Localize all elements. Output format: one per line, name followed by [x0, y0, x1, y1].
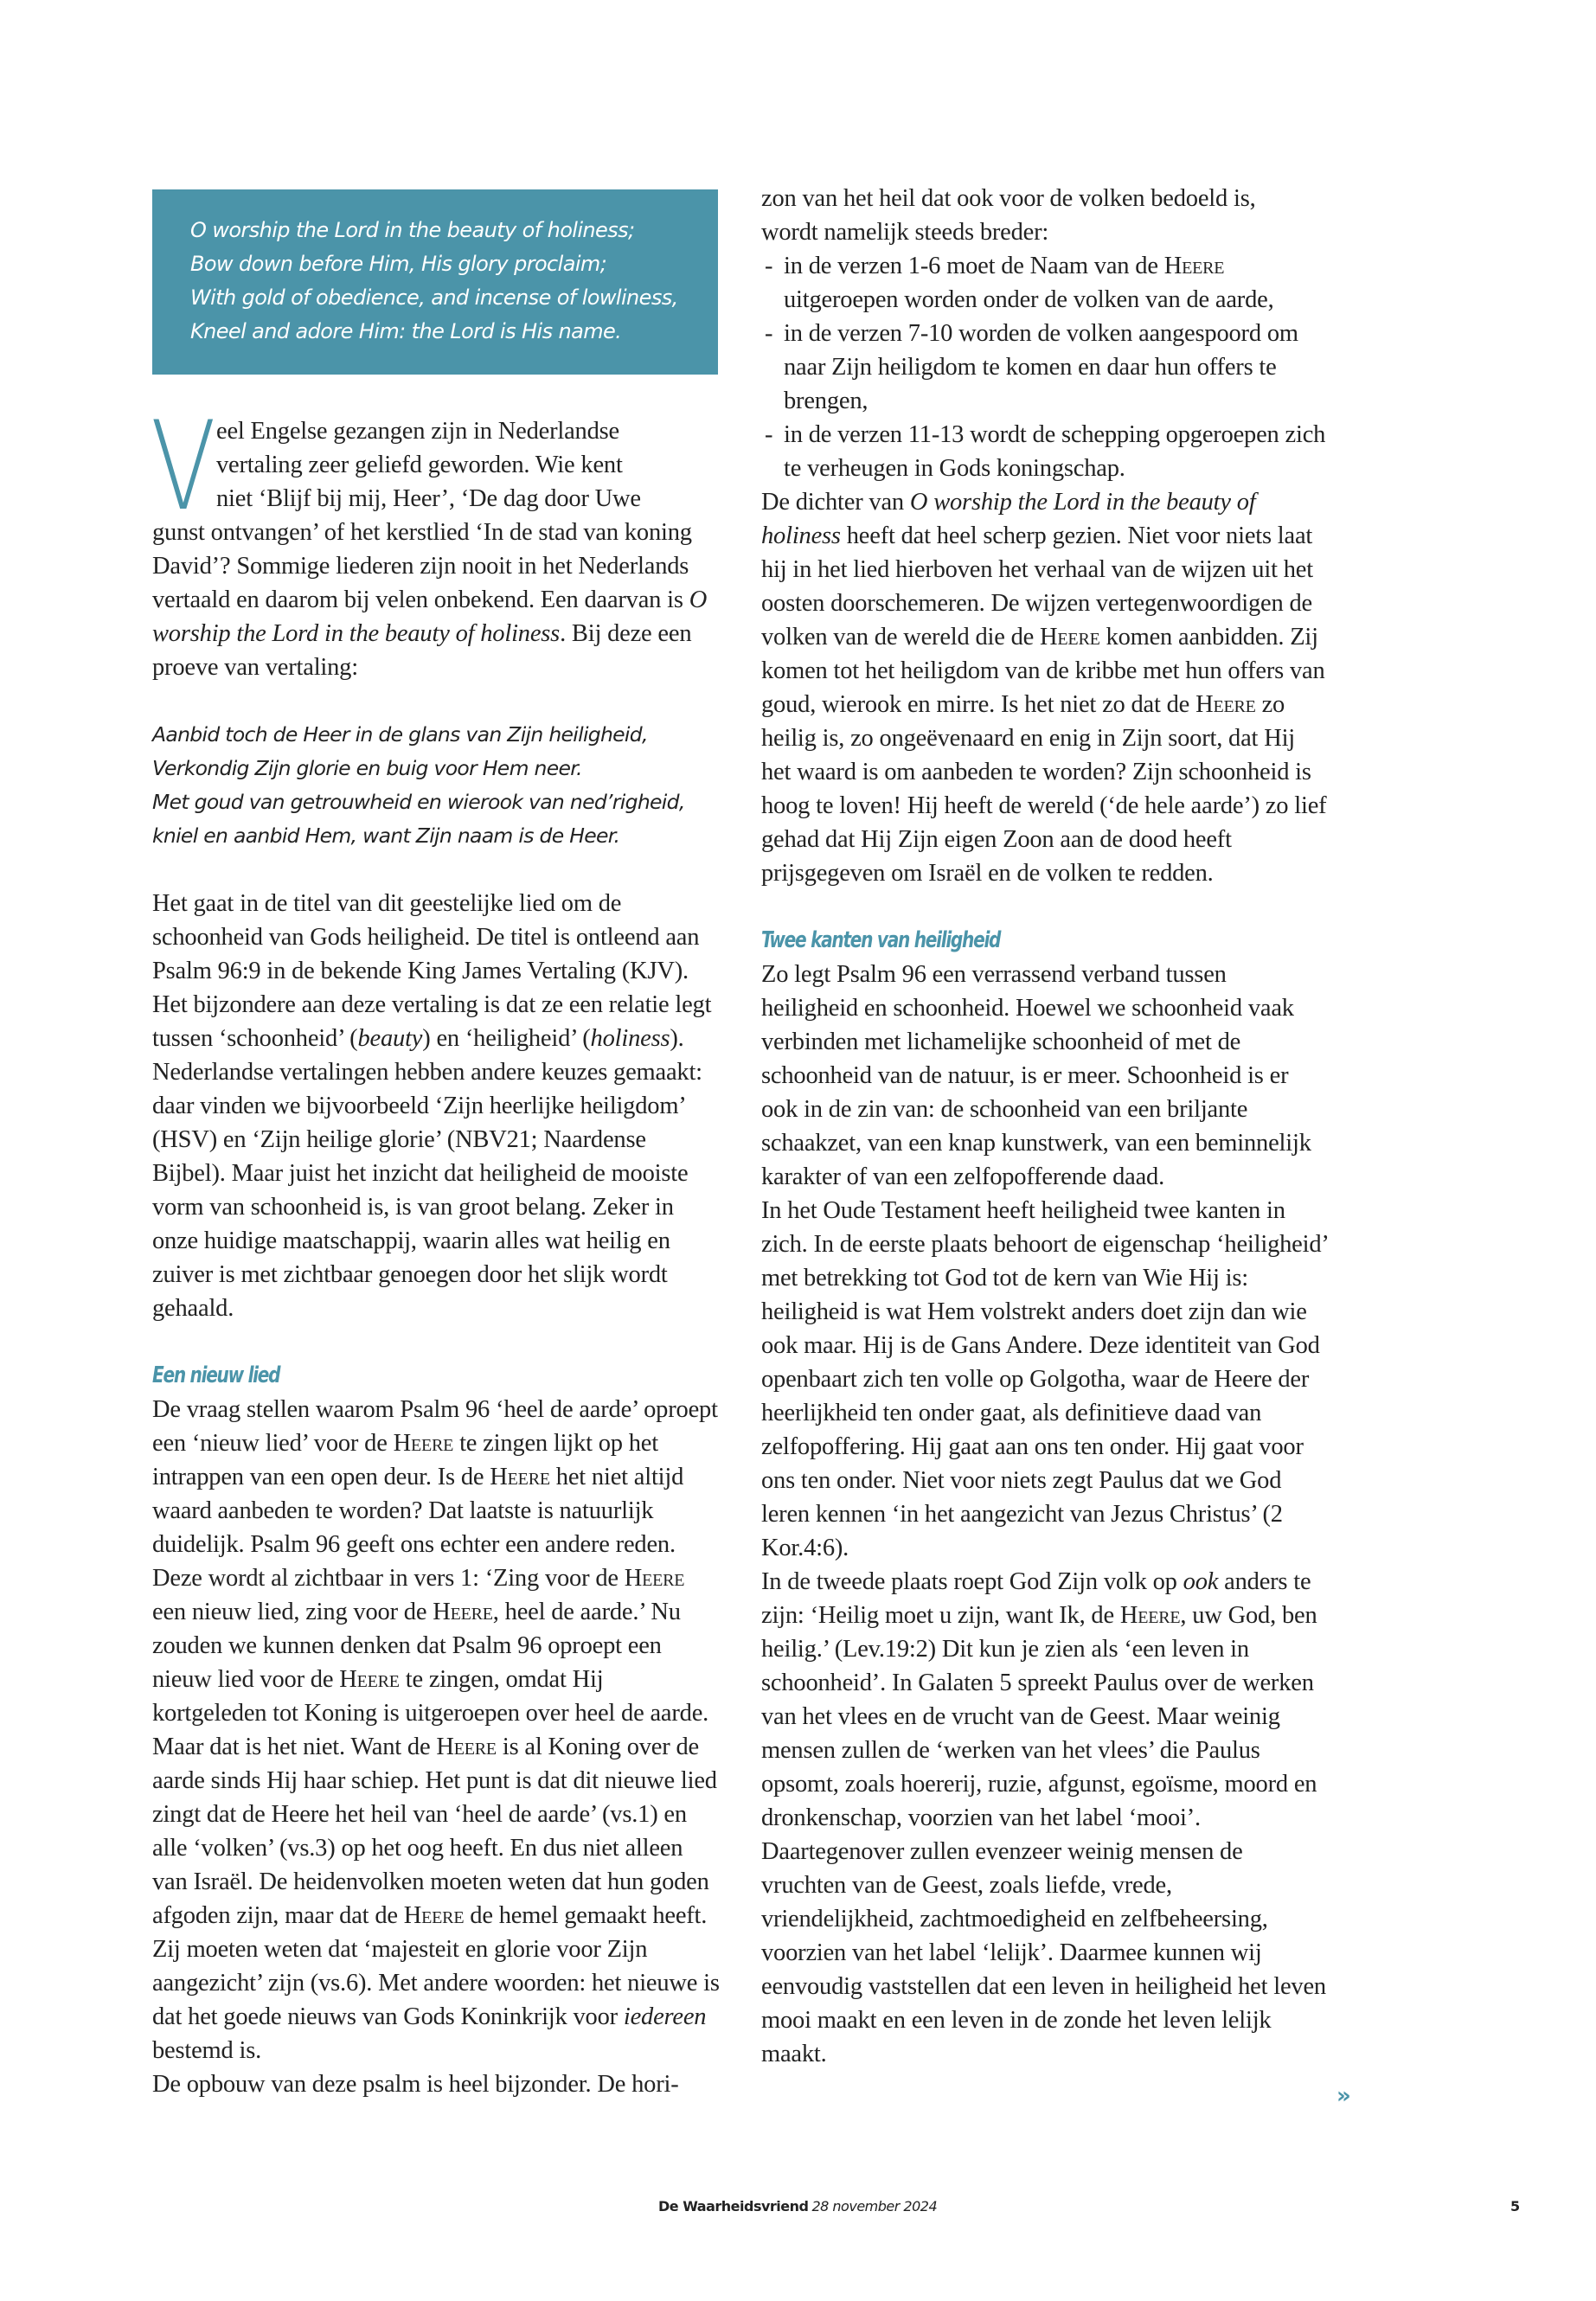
hymn-title: O worship the Lord in the beauty of holiness: [152, 586, 708, 647]
structure-paragraph-cont: wordt namelijk steeds breder:: [761, 219, 1049, 246]
poem-line: Verkondig Zijn glorie en buig voor Hem neer.: [152, 756, 582, 780]
quote-line: With gold of obedience, and incense of lowliness,: [190, 285, 678, 310]
hymn-title: O worship the Lord in the beauty of holiness: [761, 489, 1256, 549]
section2-paragraph-2: In het Oude Testament heeft heiligheid twee kanten in zich. In de eerste plaats behoort de eigenschap ‘heiligheid’ met betrekking tot God tot de kern van Wie Hij is: heiligheid is wat Hem volstrekt anders doet zijn dan wie ook maar. Hij is de Gans Andere. Deze identiteit van God openbaart zich ten volle op Golgotha, waar de Heere der heerlijkheid ten onder gaat, als definitieve daad van zelfopoffering. Hij gaat aan ons ten onder. Hij gaat voor ons ten onder. Niet voor niets zegt Paulus dat we God leren kennen ‘in het aangezicht van Jezus Christus’ (2 Kor.4:6).: [761, 1197, 1328, 1561]
text: is al Koning over de aarde sinds Hij haar schiep. Het punt is dat dit nieuwe lied zingt dat de Heere het heil van ‘heel de aarde’ (vs.1) en alle ‘volken’ (vs.3) op het oog heeft. En dus niet alleen van Israël. De heidenvolken moeten weten dat hun goden afgoden zijn, maar dat de: [152, 1734, 717, 1929]
intro-line: vertaling zeer geliefd geworden. Wie kent: [216, 452, 623, 478]
italic-term: iedereen: [623, 2003, 707, 2030]
quote-line: Bow down before Him, His glory proclaim;: [190, 252, 607, 276]
intro-text-end: . Bij deze een proeve van vertaling:: [152, 620, 692, 681]
list-item: [761, 418, 1329, 485]
heere-smallcaps: Heere: [1163, 253, 1225, 279]
right-column: [761, 182, 1329, 2071]
left-column: [152, 182, 720, 2101]
structure-paragraph-start: De opbouw van deze psalm is heel bijzonder. De hori-: [152, 2071, 679, 2098]
text: komen aanbidden. Zij komen tot het heiligdom van de kribbe met hun offers van goud, wierook en mirre. Is het niet zo dat de: [761, 624, 1325, 718]
hymn-quote-box: [152, 189, 718, 375]
quote-line: Kneel and adore Him: the Lord is His name.: [190, 319, 622, 343]
heere-smallcaps: Heere: [339, 1666, 400, 1693]
text: zo heilig is, zo ongeëvenaard en enig in Zijn soort, dat Hij het waard is om aanbeden te worden? Zijn schoonheid is hoog te loven! Hij heeft de wereld (‘de hele aarde’) zo lief gehad dat Hij Zijn eigen Zoon aan de dood heeft prijsgegeven om Israël en de volken te redden.: [761, 691, 1327, 887]
text: anders te zijn: ‘Heilig moet u zijn, want Ik, de: [761, 1568, 1311, 1629]
text: de hemel gemaakt heeft. Zij moeten weten dat ‘majesteit en glorie voor Zijn aangezicht’ zijn (vs.6). Met andere woorden: het nieuwe is dat het goede nieuws van Gods Koninkrijk voor: [152, 1902, 720, 2030]
text: heeft dat heel scherp gezien. Niet voor niets laat hij in het lied hierboven het verhaal van de wijzen uit het oosten doorschemeren. De wijzen vertegenwoordigen de volken van de wereld die de: [761, 522, 1313, 651]
text: In de tweede plaats roept God Zijn volk op: [761, 1568, 1183, 1595]
publication-name: De Waarheidsvriend: [658, 2198, 809, 2214]
page-footer: [0, 2198, 1596, 2224]
text: in de verzen 11-13 wordt de schepping opgeroepen zich te verheugen in Gods koningschap.: [784, 421, 1326, 482]
text: , heel de aarde.’ Nu zouden we kunnen denken dat Psalm 96 oproept een nieuw lied voor de: [152, 1599, 681, 1693]
section1-paragraph: [152, 1393, 720, 2067]
dash-bullet: -: [765, 253, 773, 279]
text: Het gaat in de titel van dit geestelijke lied om de schoonheid van Gods heiligheid. De titel is ontleend aan Psalm 96:9 in de bekende King James Vertaling (KJV). Het bijzondere aan deze vertaling is dat ze een relatie legt tussen ‘schoonheid’ (: [152, 890, 712, 1052]
heere-smallcaps: Heere: [436, 1734, 497, 1760]
intro-paragraph: [151, 395, 720, 684]
list-item: [761, 317, 1329, 418]
drop-cap: V: [151, 395, 216, 538]
translation-poem: [152, 718, 720, 853]
text: een nieuw lied, zing voor de: [152, 1599, 433, 1625]
heere-smallcaps: Heere: [393, 1430, 454, 1457]
section2-paragraph-3: [761, 1565, 1329, 2071]
dash-bullet: -: [765, 421, 773, 448]
quote-line: O worship the Lord in the beauty of holiness;: [190, 218, 635, 242]
section-heading-een-nieuw-lied: Een nieuw lied: [152, 1362, 280, 1388]
dash-bullet: -: [765, 320, 773, 347]
section2-paragraph-1: Zo legt Psalm 96 een verrassend verband tussen heiligheid en schoonheid. Hoewel we schoonheid vaak verbinden met lichamelijke schoonheid of met de schoonheid van de natuur, is er meer. Schoonheid is er ook in de zin van: de schoonheid van een briljante schaakzet, van een knap kunstwerk, van een beminnelijk karakter of van een zelfopofferende daad.: [761, 961, 1311, 1190]
text: in de verzen 7-10 worden de volken aangespoord om naar Zijn heiligdom te komen en daar hun offers te brengen,: [784, 320, 1298, 414]
psalm-structure-list: [761, 249, 1329, 485]
text: , uw God, ben heilig.’ (Lev.19:2) Dit kun je zien als ‘een leven in schoonheid’. In Galaten 5 spreekt Paulus over de werken van het vlees en de vrucht van de Geest. Maar weinig mensen zullen de ‘werken van het vlees’ die Paulus opsomt, zoals hoererij, ruzie, afgunst, egoïsme, moord en dronkenschap, voorzien van het label ‘mooi’. Daartegenover zullen evenzeer weinig mensen de vruchten van de Geest, zoals liefde, vrede, vriendelijkheid, zachtmoedigheid en zelfbeheersing, voorzien van het label ‘lelijk’. Daarmee kunnen wij eenvoudig vaststellen dat een leven in heiligheid het leven mooi maakt en een leven in de zonde het leven lelijk maakt.: [761, 1602, 1326, 2067]
italic-term: beauty: [357, 1025, 423, 1052]
structure-paragraph-cont: zon van het heil dat ook voor de volken bedoeld is,: [761, 185, 1256, 212]
text: uitgeroepen worden onder de volken van de aarde,: [784, 286, 1274, 313]
text: ) en ‘heiligheid’ (: [422, 1025, 591, 1052]
publication-date: 28 november 2024: [811, 2198, 938, 2214]
italic-term: ook: [1183, 1568, 1219, 1595]
intro-rest: [152, 516, 720, 684]
heere-smallcaps: Heere: [1040, 624, 1100, 651]
publication-info: [658, 2198, 937, 2214]
text: te zingen lijkt op het intrappen van een open deur. Is de: [152, 1430, 658, 1490]
text: De vraag stellen waarom Psalm 96 ‘heel de aarde’ oproept een ‘nieuw lied’ voor de: [152, 1396, 718, 1457]
heere-smallcaps: Heere: [403, 1902, 465, 1929]
heere-smallcaps: Heere: [1119, 1602, 1181, 1629]
poem-line: kniel en aanbid Hem, want Zijn naam is de Heer.: [152, 824, 620, 848]
title-paragraph: [152, 887, 720, 1325]
page-number: 5: [1510, 2198, 1521, 2214]
heere-smallcaps: Heere: [433, 1599, 493, 1625]
text: bestemd is.: [152, 2037, 262, 2064]
section-heading-twee-kanten: Twee kanten van heiligheid: [761, 927, 1001, 953]
heere-smallcaps: Heere: [1195, 691, 1256, 718]
intro-line: eel Engelse gezangen zijn in Nederlandse: [216, 418, 619, 445]
poet-paragraph: [761, 485, 1329, 890]
italic-term: holiness: [590, 1025, 670, 1052]
list-item: [761, 249, 1329, 317]
heere-smallcaps: Heere: [624, 1565, 685, 1592]
text: De dichter van: [761, 489, 910, 516]
continue-arrow-icon: »: [1336, 2083, 1351, 2109]
heere-smallcaps: Heere: [490, 1464, 550, 1490]
text: het niet altijd waard aanbeden te worden? Dat laatste is natuurlijk duidelijk. Psalm 96 geeft ons echter een andere reden. Deze wordt al zichtbaar in vers 1: ‘Zing voor de: [152, 1464, 684, 1592]
intro-line: niet ‘Blijf bij mij, Heer’, ‘De dag door Uwe: [216, 485, 641, 512]
intro-text: gunst ontvangen’ of het kerstlied ‘In de stad van koning David’? Sommige liederen zijn nooit in het Nederlands vertaald en daarom bij velen onbekend. Een daarvan is: [152, 519, 692, 613]
text: ). Nederlandse vertalingen hebben andere keuzes gemaakt: daar vinden we bijvoorbeeld ‘Zijn heerlijke heiligdom’ (HSV) en ‘Zijn heilige glorie’ (NBV21; Naardense Bijbel). Maar juist het inzicht dat heiligheid de mooiste vorm van schoonheid is, is van groot belang. Zeker in onze huidige maatschappij, waarin alles wat heilig en zuiver is met zichtbaar genoegen door het slijk wordt gehaald.: [152, 1025, 702, 1322]
text: in de verzen 1-6 moet de Naam van de: [784, 253, 1164, 279]
poem-line: Aanbid toch de Heer in de glans van Zijn heiligheid,: [152, 722, 648, 747]
poem-line: Met goud van getrouwheid en wierook van ned’righeid,: [152, 790, 685, 814]
text: te zingen, omdat Hij kortgeleden tot Koning is uitgeroepen over heel de aarde. Maar dat is het niet. Want de: [152, 1666, 709, 1760]
